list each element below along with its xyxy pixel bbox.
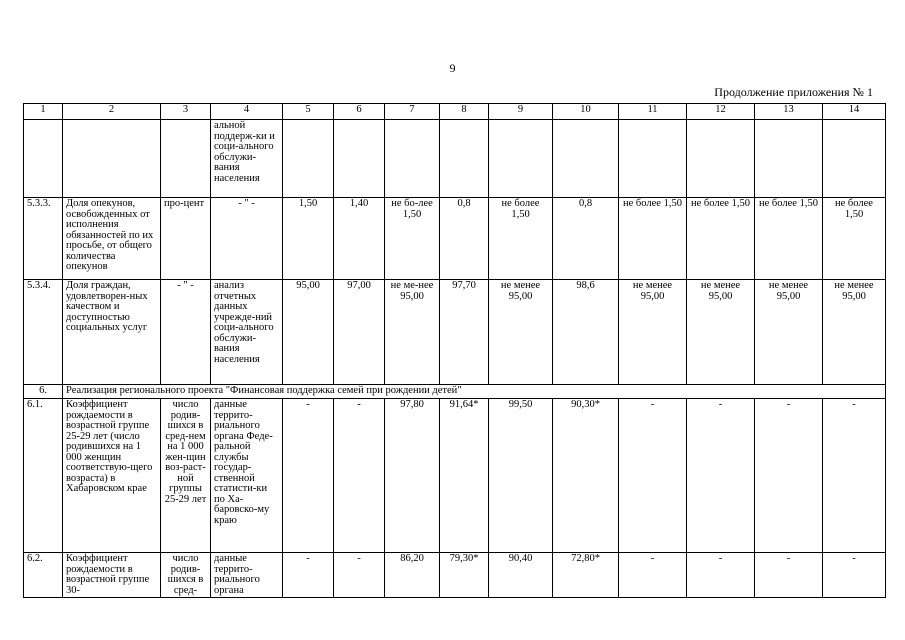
indicator-name-cell: Коэффициент рождаемости в возрастной группе 25-29 лет (число родившихся на 1 000 женщин соответствую-щего возраста) в Хабаровском крае: [63, 399, 161, 553]
source-cell: данные террито-риального органа Феде-ральной службы государ-ственной статисти-ки по Ха-баровско-му краю: [211, 399, 283, 553]
value-cell: не менее 95,00: [823, 280, 886, 385]
column-header: 7: [385, 104, 440, 120]
row-number-cell: 6.: [24, 385, 63, 399]
column-header: 3: [161, 104, 211, 120]
table-cell: [619, 120, 687, 198]
value-cell: 91,64*: [440, 399, 489, 553]
value-cell: -: [619, 553, 687, 598]
value-cell: 1,40: [334, 198, 385, 280]
value-cell: 97,70: [440, 280, 489, 385]
value-cell: 95,00: [283, 280, 334, 385]
unit-cell: - " -: [161, 280, 211, 385]
column-header: 8: [440, 104, 489, 120]
value-cell: -: [823, 399, 886, 553]
indicators-table: [23, 103, 886, 598]
table-cell: [161, 120, 211, 198]
value-cell: -: [619, 399, 687, 553]
indicator-name-cell: Доля опекунов, освобожденных от исполнения обязанностей по их просьбе, от общего количества опекунов: [63, 198, 161, 280]
table-cell: [283, 120, 334, 198]
table-row-continuation: [24, 120, 886, 198]
table-cell: [489, 120, 553, 198]
value-cell: -: [755, 553, 823, 598]
table-row-6-2: [24, 553, 886, 598]
value-cell: 1,50: [283, 198, 334, 280]
value-cell: 90,40: [489, 553, 553, 598]
column-header: 14: [823, 104, 886, 120]
value-cell: 79,30*: [440, 553, 489, 598]
unit-cell: число родив-шихся в сред-нем на 1 000 жен-щин воз-раст-ной группы 25-29 лет: [161, 399, 211, 553]
value-cell: 90,30*: [553, 399, 619, 553]
column-header: 4: [211, 104, 283, 120]
table-cell: [687, 120, 755, 198]
table-cell: [755, 120, 823, 198]
source-cell: - " -: [211, 198, 283, 280]
column-number-row: [24, 104, 886, 120]
value-cell: не более 1,50: [823, 198, 886, 280]
column-header: 6: [334, 104, 385, 120]
unit-cell: про-цент: [161, 198, 211, 280]
value-cell: не менее 95,00: [687, 280, 755, 385]
column-header: 5: [283, 104, 334, 120]
page-number: 9: [449, 61, 456, 75]
table-row-6-1: [24, 399, 886, 553]
value-cell: 98,6: [553, 280, 619, 385]
table-cell: [440, 120, 489, 198]
section-row-6: [24, 385, 886, 399]
value-cell: 0,8: [553, 198, 619, 280]
value-cell: -: [334, 399, 385, 553]
table-cell: [553, 120, 619, 198]
indicator-name-cell: Коэффициент рождаемости в возрастной группе 30-: [63, 553, 161, 598]
value-cell: -: [334, 553, 385, 598]
value-cell: не более 1,50: [755, 198, 823, 280]
indicator-name-cell: Доля граждан, удовлетворен-ных качеством и доступностью социальных услуг: [63, 280, 161, 385]
source-cell: данные террито-риального органа: [211, 553, 283, 598]
appendix-continuation-note: Продолжение приложения № 1: [714, 85, 873, 99]
row-number-cell: 5.3.3.: [24, 198, 63, 280]
unit-cell: число родив-шихся в сред-: [161, 553, 211, 598]
column-header: 2: [63, 104, 161, 120]
value-cell: 97,00: [334, 280, 385, 385]
value-cell: -: [687, 399, 755, 553]
table-cell: [385, 120, 440, 198]
source-cell: анализ отчетных данных учрежде-ний соци-ального обслужи-вания населения: [211, 280, 283, 385]
value-cell: -: [283, 553, 334, 598]
column-header: 13: [755, 104, 823, 120]
value-cell: не ме-нее 95,00: [385, 280, 440, 385]
value-cell: -: [823, 553, 886, 598]
column-header: 12: [687, 104, 755, 120]
value-cell: -: [755, 399, 823, 553]
section-title: Реализация регионального проекта "Финансовая поддержка семей при рождении детей": [63, 385, 886, 399]
row-number-cell: 6.1.: [24, 399, 63, 553]
table-cell: [334, 120, 385, 198]
value-cell: 72,80*: [553, 553, 619, 598]
value-cell: не менее 95,00: [755, 280, 823, 385]
value-cell: не более 1,50: [489, 198, 553, 280]
value-cell: не менее 95,00: [489, 280, 553, 385]
source-cell: альной поддерж-ки и соци-ального обслужи-вания населения: [211, 120, 283, 198]
column-header: 9: [489, 104, 553, 120]
row-number-cell: 5.3.4.: [24, 280, 63, 385]
table-cell: [823, 120, 886, 198]
column-header: 1: [24, 104, 63, 120]
row-number-cell: 6.2.: [24, 553, 63, 598]
value-cell: 99,50: [489, 399, 553, 553]
table-row-5-3-3: [24, 198, 886, 280]
value-cell: не менее 95,00: [619, 280, 687, 385]
value-cell: 97,80: [385, 399, 440, 553]
value-cell: -: [283, 399, 334, 553]
table-row-5-3-4: [24, 280, 886, 385]
table-cell: [24, 120, 63, 198]
value-cell: 0,8: [440, 198, 489, 280]
value-cell: не бо-лее 1,50: [385, 198, 440, 280]
table-cell: [63, 120, 161, 198]
column-header: 11: [619, 104, 687, 120]
value-cell: 86,20: [385, 553, 440, 598]
value-cell: не более 1,50: [687, 198, 755, 280]
column-header: 10: [553, 104, 619, 120]
value-cell: -: [687, 553, 755, 598]
value-cell: не более 1,50: [619, 198, 687, 280]
